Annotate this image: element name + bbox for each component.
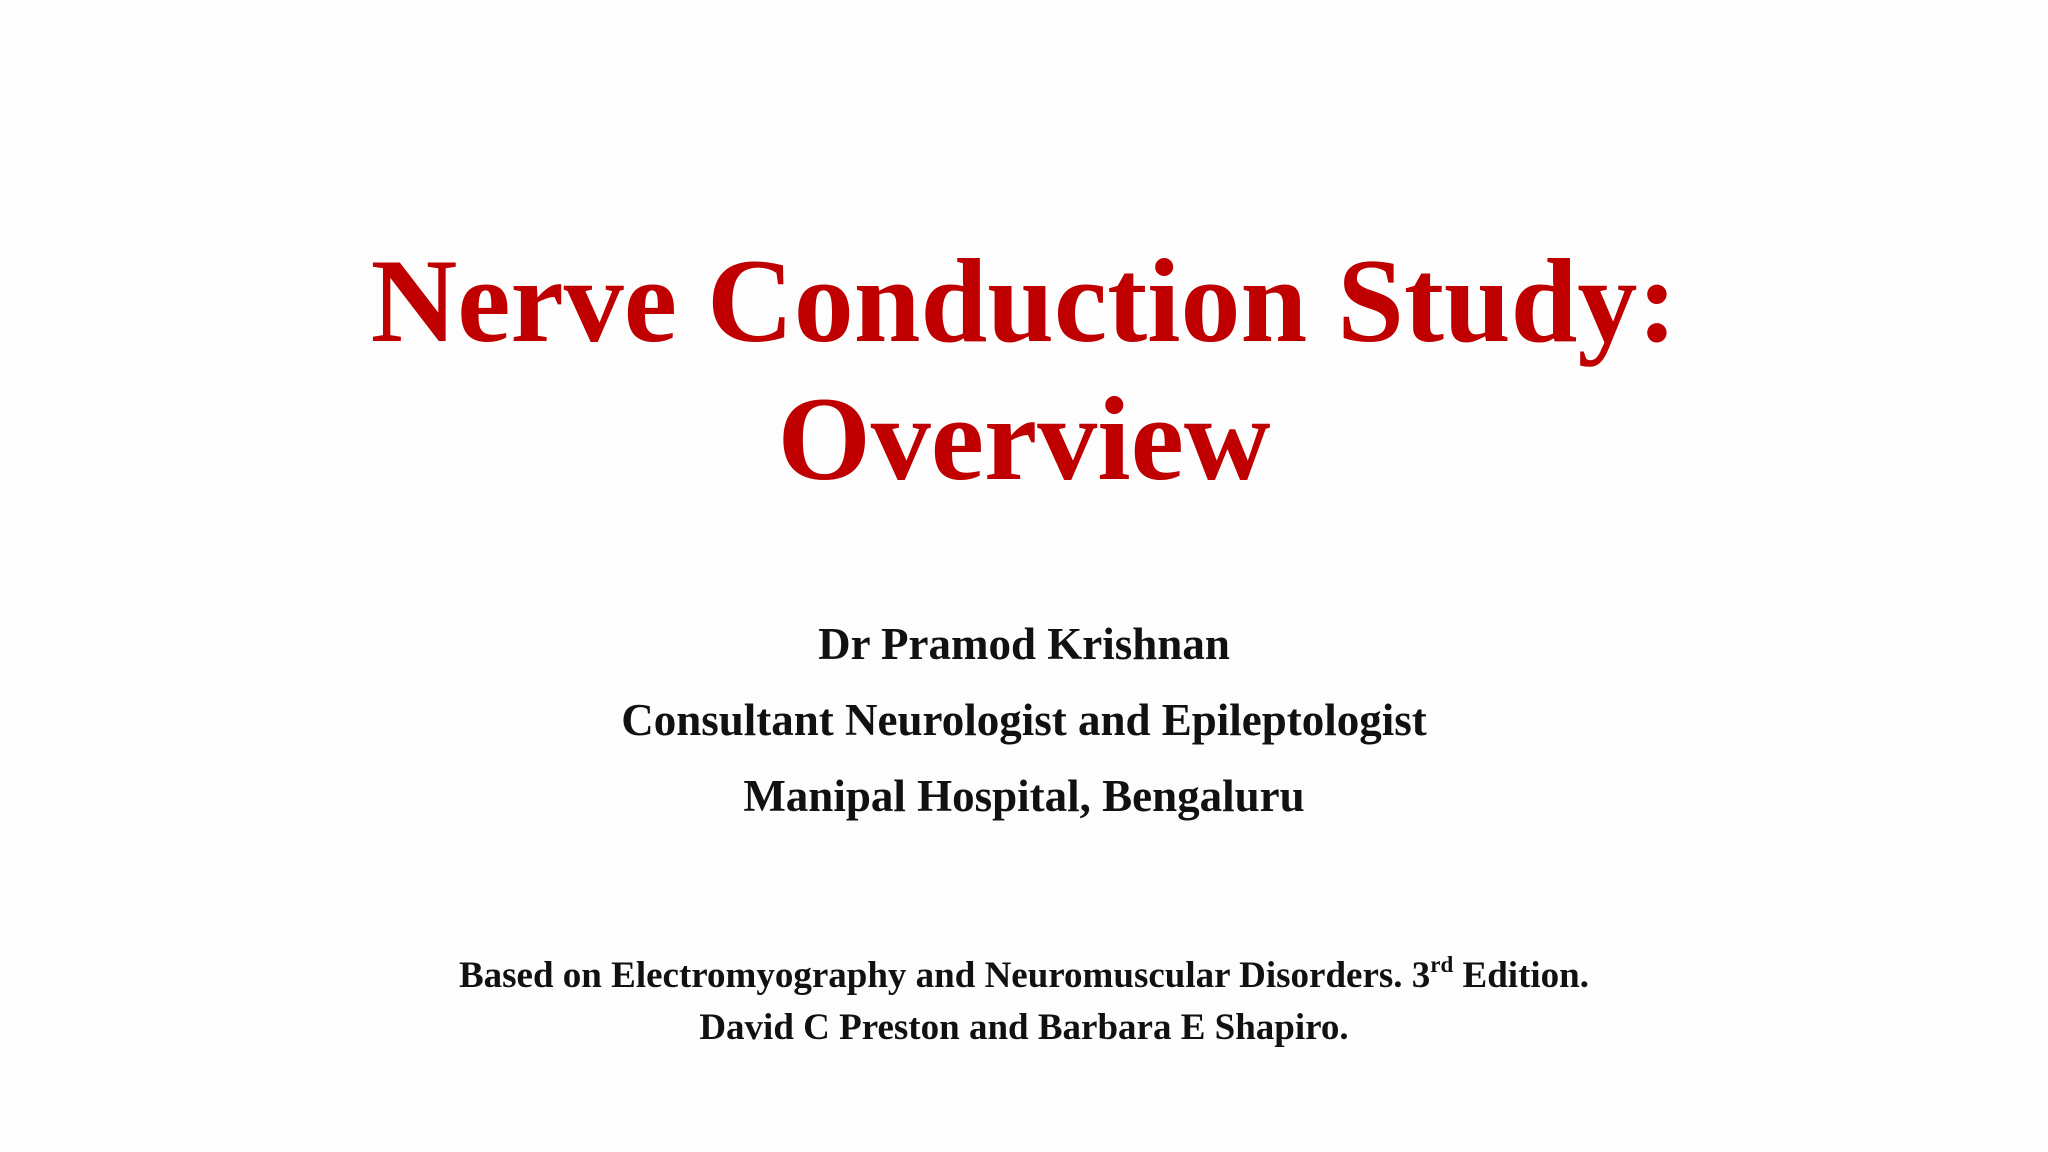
author-role: Consultant Neurologist and Epileptologist <box>621 695 1427 745</box>
author-name: Dr Pramod Krishnan <box>818 619 1230 669</box>
reference-line-2: David C Preston and Barbara E Shapiro. <box>699 1007 1349 1048</box>
slide-title <box>0 232 2048 508</box>
title-line-1: Nerve Conduction Study: <box>370 234 1678 367</box>
reference-line-1 <box>0 950 2048 1002</box>
edition-ordinal-superscript: rd <box>1430 952 1454 977</box>
reference-text-before: Based on Electromyography and Neuromuscular Disorders. 3 <box>458 955 1431 996</box>
reference-citation <box>0 950 2048 1054</box>
title-line-2: Overview <box>777 372 1271 505</box>
reference-text-after: Edition. <box>1453 955 1589 996</box>
author-affiliation: Manipal Hospital, Bengaluru <box>743 771 1305 821</box>
author-block <box>0 606 2048 834</box>
